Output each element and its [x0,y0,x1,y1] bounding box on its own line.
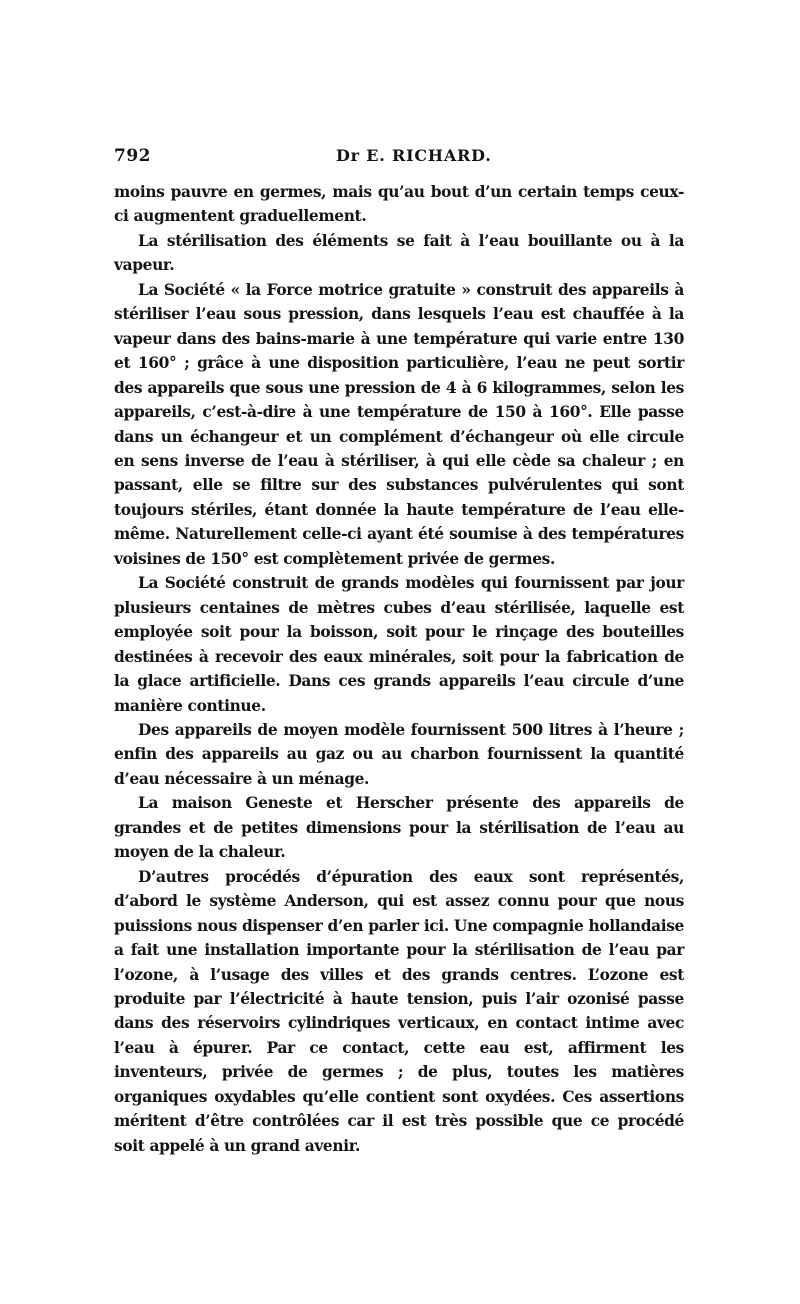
paragraph-grands-modeles: La Société construit de grands modèles qui fournissent par jour plusieurs centaines de mètres cubes d’eau stérilisée, laquelle est employée soit pour la boisson, soit pour le rinçage des bouteilles destinées à recevoir des eaux minérales, soit pour la fabrication de la glace artificielle. Dans ces grands appareils l’eau circule d’une manière continue. [114,574,684,715]
paragraph-geneste-herscher: La maison Geneste et Herscher présente des appareils de grandes et de petites dimensions pour la stérilisation de l’eau au moyen de la chaleur. [114,794,684,862]
paragraph-continuation: moins pauvre en germes, mais qu’au bout d’un certain temps ceux-ci augmentent graduellement. [114,183,684,226]
body-text [114,180,684,1158]
running-title-author: Dr E. RICHARD. [336,146,492,165]
paragraph-sterilisation-elements: La stérilisation des éléments se fait à l’eau bouillante ou à la vapeur. [114,231,684,275]
paragraph-moyen-modele: Des appareils de moyen modèle fournissent 500 litres à l’heure ; enfin des appareils au gaz ou au charbon fournissent la quantité d’eau nécessaire à un ménage. [114,720,684,788]
paragraph-force-motrice: La Société « la Force motrice gratuite » construit des appareils à stériliser l’eau sous pression, dans lesquels l’eau est chauffée à la vapeur dans des bains-marie à une température qui varie entre 130 et 160° ; grâce à une disposition particulière, l’eau ne peut sortir des appareils que sous une pression de 4 à 6 kilogrammes, selon les appareils, c’est-à-dire à une température de 150 à 160°. Elle passe dans un échangeur et un complément d’échangeur où elle circule en sens inverse de l’eau à stériliser, à qui elle cède sa chaleur ; en passant, elle se filtre sur des substances pulvérulentes qui sont toujours stériles, étant donnée la haute température de l’eau elle-même. Naturellement celle-ci ayant été soumise à des températures voisines de 150° est complètement privée de germes. [114,280,684,568]
running-header [114,146,680,172]
paragraph-autres-procedes: D’autres procédés d’épuration des eaux sont représentés, d’abord le système Anderson, qui est assez connu pour que nous puissions nous dispenser d’en parler ici. Une compagnie hollandaise a fait une installation importante pour la stérilisation de l’eau par l’ozone, à l’usage des villes et des grands centres. L’ozone est produite par l’électricité à haute tension, puis l’air ozonisé passe dans des réservoirs cylindriques verticaux, en contact intime avec l’eau à épurer. Par ce contact, cette eau est, affirment les inventeurs, privée de germes ; de plus, toutes les matières organiques oxydables qu’elle contient sont oxydées. Ces assertions méritent d’être contrôlées car il est très possible que ce procédé soit appelé à un grand avenir. [114,867,684,1155]
page-number: 792 [114,146,151,166]
